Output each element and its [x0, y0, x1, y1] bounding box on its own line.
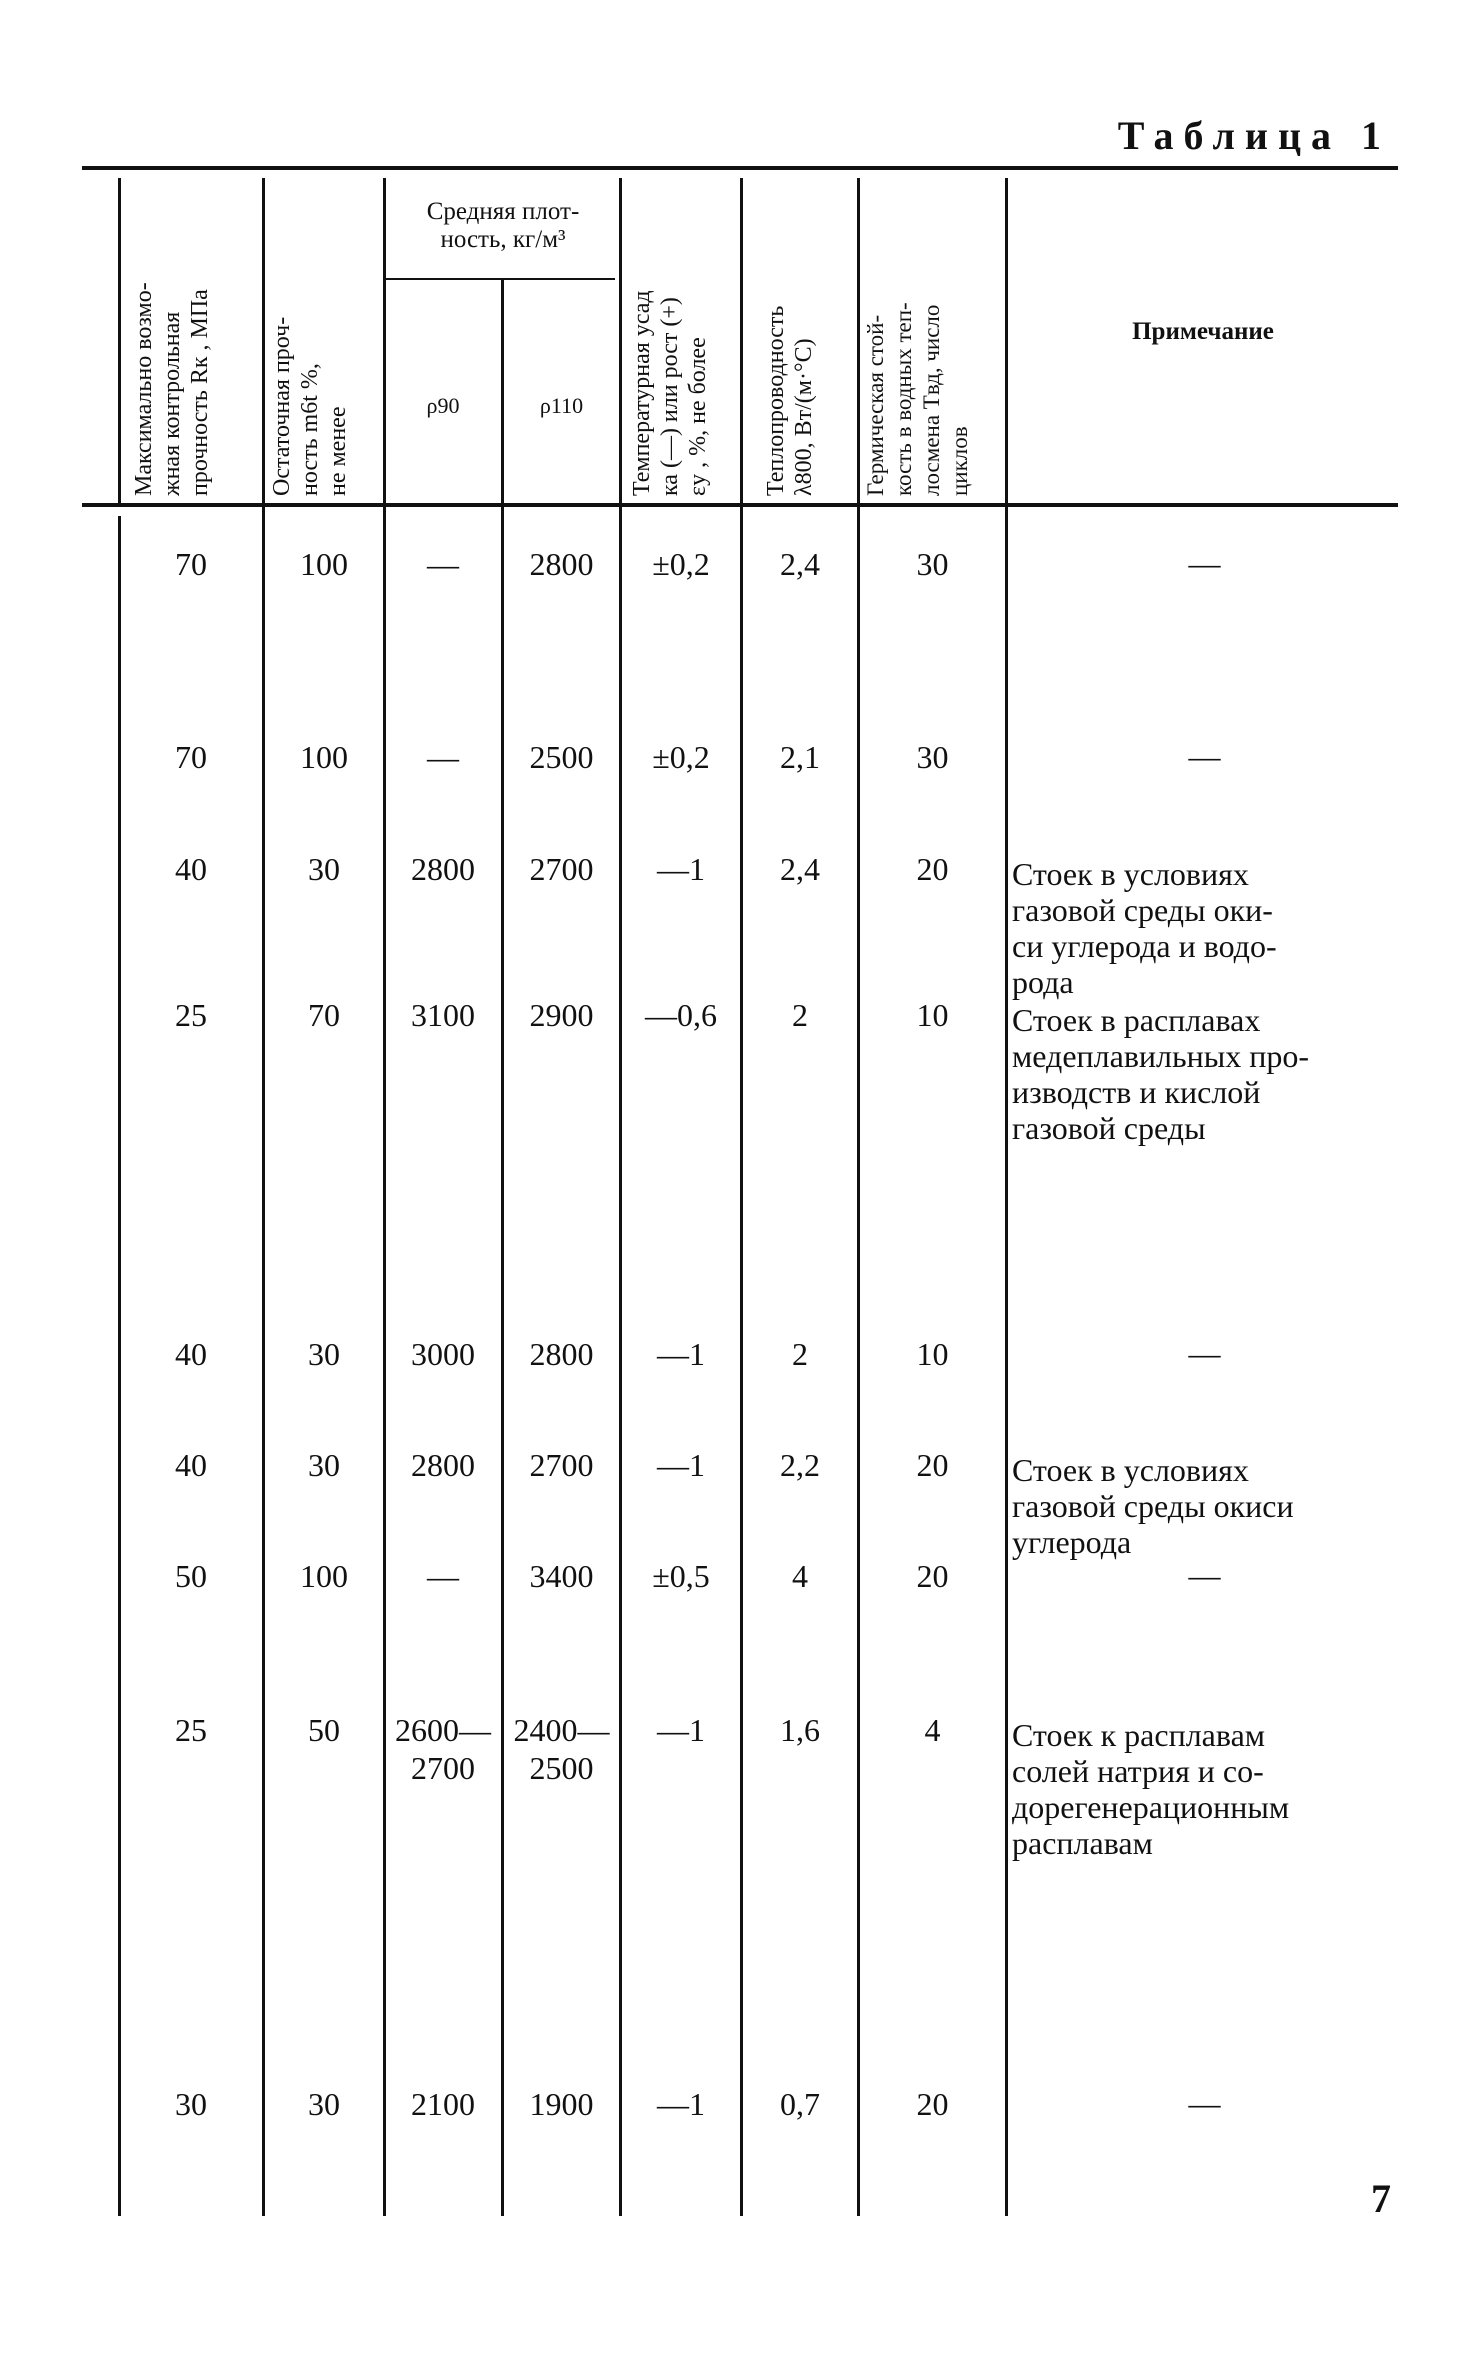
cell-rho90: —: [427, 546, 459, 582]
cell-rho110: 3400: [529, 1558, 594, 1594]
cell-residual: 70: [308, 997, 340, 1033]
cell-rho90: 2800: [411, 851, 475, 887]
cell-shrinkage: —1: [657, 1336, 705, 1372]
col-divider-5: [619, 178, 622, 2216]
cell-conductivity: 2,2: [780, 1447, 820, 1483]
cell-strength: 40: [175, 1336, 207, 1372]
col-divider-3: [383, 178, 386, 2216]
header-conductivity: Теплопроводность λ800, Вт/(м·°С): [763, 305, 817, 496]
header-residual: Остаточная проч- ность m6t %, не менее: [269, 316, 351, 496]
cell-residual: 100: [300, 546, 348, 582]
col-divider-7: [857, 178, 860, 2216]
cell-strength: 40: [175, 1447, 207, 1483]
col-divider-1: [118, 178, 121, 504]
cell-shrinkage: ±0,2: [652, 739, 710, 775]
cell-note: —: [1188, 1335, 1221, 1371]
cell-note: Стоек к расплавам солей натрия и со- дорегенерационным расплавам: [1012, 1717, 1290, 1861]
cell-strength: 50: [175, 1558, 207, 1594]
cell-conductivity: 4: [792, 1558, 808, 1594]
cell-note: —: [1188, 2085, 1221, 2121]
cell-shrinkage: ±0,5: [652, 1558, 710, 1594]
cell-thermal: 30: [916, 546, 949, 582]
header-density-group: Средняя плот- ность, кг/м³: [426, 198, 580, 253]
cell-thermal: 20: [916, 2086, 949, 2122]
cell-rho90: 2600— 2700: [395, 1712, 491, 1786]
cell-note: —: [1188, 545, 1221, 581]
header-shrinkage: Температурная усад ка (—) или рост (+) εу , %, не более: [629, 290, 711, 496]
header-thermal: Гермическая стой- кость в водных теп- лосмена Tвд, число циклов: [863, 302, 972, 496]
cell-rho90: 2100: [411, 2086, 475, 2122]
cell-thermal: 10: [916, 997, 949, 1033]
cell-residual: 30: [308, 1447, 340, 1483]
cell-thermal: 10: [916, 1336, 949, 1372]
cell-shrinkage: —1: [657, 2086, 705, 2122]
cell-strength: 30: [175, 2086, 207, 2122]
header-note: Примечание: [1132, 318, 1274, 345]
cell-strength: 70: [175, 546, 207, 582]
density-divider: [385, 278, 615, 280]
cell-residual: 100: [300, 1558, 348, 1594]
table-title: Таблица 1: [1117, 113, 1391, 158]
cell-strength: 70: [175, 739, 207, 775]
cell-conductivity: 2,1: [780, 739, 820, 775]
header-rho90: ρ90: [426, 393, 460, 418]
cell-note: Стоек в расплавах медеплавильных про- изводств и кислой газовой среды: [1012, 1002, 1310, 1146]
cell-shrinkage: —1: [657, 1447, 705, 1483]
header-rho110: ρ110: [539, 393, 584, 418]
cell-conductivity: 2,4: [780, 546, 820, 582]
cell-rho110: 2800: [529, 1336, 594, 1372]
cell-rho90: —: [427, 1558, 459, 1594]
cell-note: —: [1188, 738, 1221, 774]
cell-note: —: [1188, 1557, 1221, 1593]
cell-thermal: 20: [916, 851, 949, 887]
col-divider-2: [262, 178, 265, 2216]
cell-thermal: 30: [916, 739, 949, 775]
cell-rho110: 2700: [529, 851, 594, 887]
table-top-rule: [82, 166, 1398, 170]
cell-note: Стоек в условиях газовой среды окиси углерода: [1012, 1452, 1294, 1560]
header-strength: Максимально возмо- жная контрольная прочность Rк , МПа: [131, 282, 213, 496]
cell-rho110: 2800: [529, 546, 594, 582]
cell-residual: 30: [308, 1336, 340, 1372]
col-divider-8: [1005, 178, 1008, 2216]
cell-residual: 50: [308, 1712, 340, 1748]
cell-rho110: 1900: [529, 2086, 594, 2122]
cell-shrinkage: —0,6: [645, 997, 717, 1033]
cell-note: Стоек в условиях газовой среды оки- си углерода и водо- рода: [1012, 856, 1277, 1000]
cell-conductivity: 1,6: [780, 1712, 820, 1748]
cell-rho110: 2400— 2500: [513, 1712, 610, 1786]
cell-rho90: —: [427, 739, 459, 775]
cell-conductivity: 2,4: [780, 851, 820, 887]
cell-thermal: 4: [924, 1712, 941, 1748]
cell-rho90: 3100: [411, 997, 475, 1033]
cell-residual: 100: [300, 739, 348, 775]
cell-rho110: 2900: [529, 997, 594, 1033]
cell-conductivity: 2: [792, 1336, 808, 1372]
cell-strength: 25: [175, 1712, 207, 1748]
cell-shrinkage: —1: [657, 1712, 705, 1748]
cell-shrinkage: —1: [657, 851, 705, 887]
cell-strength: 25: [175, 997, 207, 1033]
cell-rho90: 2800: [411, 1447, 475, 1483]
cell-rho110: 2500: [529, 739, 594, 775]
cell-conductivity: 0,7: [780, 2086, 820, 2122]
col-divider-6: [740, 178, 743, 2216]
cell-thermal: 20: [916, 1558, 949, 1594]
cell-residual: 30: [308, 2086, 340, 2122]
cell-thermal: 20: [916, 1447, 949, 1483]
page-number: 7: [1371, 2176, 1391, 2221]
cell-strength: 40: [175, 851, 207, 887]
cell-rho90: 3000: [411, 1336, 475, 1372]
cell-conductivity: 2: [792, 997, 808, 1033]
cell-rho110: 2700: [529, 1447, 594, 1483]
cell-residual: 30: [308, 851, 340, 887]
cell-shrinkage: ±0,2: [652, 546, 710, 582]
